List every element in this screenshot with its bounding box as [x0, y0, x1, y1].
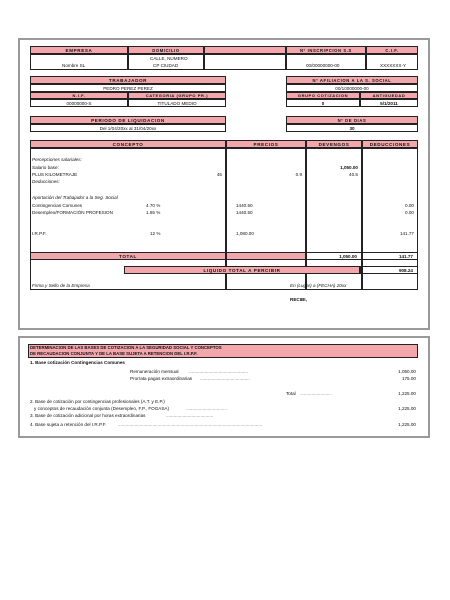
irpf-pct: 12 % [150, 231, 161, 236]
antiguedad-value: 5/1/2011 [360, 99, 418, 107]
total-devengos: 1,050.00 [306, 252, 362, 260]
contingencias-base: 1440.50 [236, 203, 253, 208]
nif-value: 00000000-S [30, 99, 128, 107]
inscripcion-value: 00/00000000-00 [306, 63, 340, 68]
desempleo-deduccion: 0.00 [405, 210, 414, 215]
liquido-value: 908.24 [360, 266, 418, 274]
irpf-deduccion: 141.77 [399, 231, 414, 236]
bases-line-4-leader: ................................................................................................................. [118, 422, 263, 427]
plus-devengo: 40.5 [349, 172, 358, 177]
bases-line-4-value: 1,225.00 [398, 422, 416, 427]
bases-line-2-leader: ................................ [186, 406, 227, 411]
empresa-header: EMPRESA [30, 46, 128, 54]
precios-header: PRECIOS [226, 140, 306, 148]
domicilio-header: DOMICILIO [128, 46, 204, 54]
deducciones-label: Deducciones: [32, 179, 60, 184]
periodo-value: Del 1/04/20xx al 31/04/20xx [30, 124, 226, 132]
plus-label: PLUS KILOMETRAJE [32, 172, 78, 177]
remuneracion-leader: ............................................... [188, 369, 248, 374]
afiliacion-header: Nº AFILIACION A LA S. SOCIAL [286, 76, 418, 84]
percepciones-label: Percepciones salariales: [32, 157, 82, 162]
grupo-value: 0 [286, 99, 360, 107]
trabajador-nombre: PEDRO PEREZ PEREZ [30, 84, 226, 92]
categoria-header: CATEGORIA (GRUPO PR.) [128, 92, 226, 99]
bases-line-2-value: 1,225.00 [398, 406, 416, 411]
desempleo-label: Desempleo/FORMACIÓN PROFESION [32, 210, 113, 215]
prorrata-value: 175.00 [401, 376, 416, 381]
bases-line-2b: y conceptos de recaudación conjunta (Desempleo, F.P., FOGASA) [34, 406, 169, 411]
grupo-header: GRUPO COTIZACION [286, 92, 360, 99]
bases-line-3: 3. Base de cotización adicional por horas extraordinarias [30, 413, 146, 418]
total-deducciones: 141.77 [362, 252, 418, 260]
remuneracion-value: 1,050.00 [398, 369, 416, 374]
bases-line-1: 1. Base cotización Contingencias Comunes [30, 360, 125, 365]
remuneracion-label: Remuneración mensual [130, 369, 179, 374]
total-spacer [226, 252, 306, 260]
bases-title-1: DETERMINACION DE LAS BASES DE COTIZACION A LA SEGURIDAD SOCIAL Y CONCEPTOS [30, 345, 222, 350]
devengos-header: DEVENGOS [306, 140, 362, 148]
plus-qty: 45 [216, 172, 222, 177]
cif-header: C.I.F. [366, 46, 418, 54]
prorrata-label: Prorrata pagas extraordinarias [130, 376, 193, 381]
total-bases-label: Total [286, 391, 296, 396]
irpf-label: I.R.P.F. [32, 231, 47, 236]
payslip-sheet [18, 38, 430, 330]
desempleo-base: 1440.50 [236, 210, 253, 215]
plus-price: 0.9 [295, 172, 302, 177]
dias-header: Nº DE DIAS [286, 116, 418, 124]
salario-label: Salario base: [32, 165, 59, 170]
total-bases-leader: ......................... [300, 391, 332, 396]
desempleo-pct: 1.65 % [146, 210, 161, 215]
cp-text: CP CIUDAD [153, 63, 179, 68]
aportacion-label: Aportación del Trabajador a la Seg. Social [32, 195, 118, 200]
bases-line-4: 4. Base sujeta a retención del I.R.P.F. [30, 422, 107, 427]
concepto-header: CONCEPTO [30, 140, 226, 148]
contingencias-pct: 4.70 % [146, 203, 161, 208]
spacer-cell [204, 54, 286, 70]
bases-title-2: DE RECAUDACION CONJUNTA Y DE LA BASE SUJETA A RETENCION DEL I.R.P.F. [30, 351, 198, 356]
bases-line-2: 2. Base de cotización por contingencias profesionales (A.T. y E.P.) [30, 399, 165, 404]
calle-text: CALLE, NUMERO [150, 56, 188, 61]
contingencias-deduccion: 0.00 [405, 203, 414, 208]
inscripcion-header: Nº INSCRIPCION S.S [286, 46, 366, 54]
header-spacer [204, 46, 286, 54]
contingencias-label: Contingencias Comunes [32, 203, 83, 208]
liquido-label: LIQUIDO TOTAL A PERCIBIR [124, 266, 360, 274]
bases-line-3-leader: ..................................... [166, 413, 214, 418]
deducciones-header: DEDUCCIONES [362, 140, 418, 148]
nif-header: N.I.F. [30, 92, 128, 99]
salario-devengo: 1,050.00 [340, 165, 358, 170]
empresa-nombre: Nombre SL [62, 63, 86, 68]
dias-value: 30 [286, 124, 418, 132]
recibi-label: RECIBI, [290, 297, 307, 302]
categoria-value: TITULADO MEDIO [128, 99, 226, 107]
lugar-fecha: En (Lugar) a (FECHA) 20xx [290, 283, 347, 288]
bases-sheet [18, 336, 430, 438]
cif-value: XXXXXXX-Y [380, 63, 407, 68]
antiguedad-header: ANTIGUEDAD [360, 92, 418, 99]
total-label: TOTAL [30, 252, 226, 260]
total-bases-value: 1,225.00 [398, 391, 416, 396]
trabajador-header: TRABAJADOR [30, 76, 226, 84]
irpf-base: 1,080.00 [236, 231, 254, 236]
firma-empresa: Firma y Sello de la Empresa [32, 283, 90, 288]
periodo-header: PERIODO DE LIQUIDACION [30, 116, 226, 124]
prorrata-leader: ....................................... [200, 376, 250, 381]
afiliacion-value: 00/10000000-00 [286, 84, 418, 92]
